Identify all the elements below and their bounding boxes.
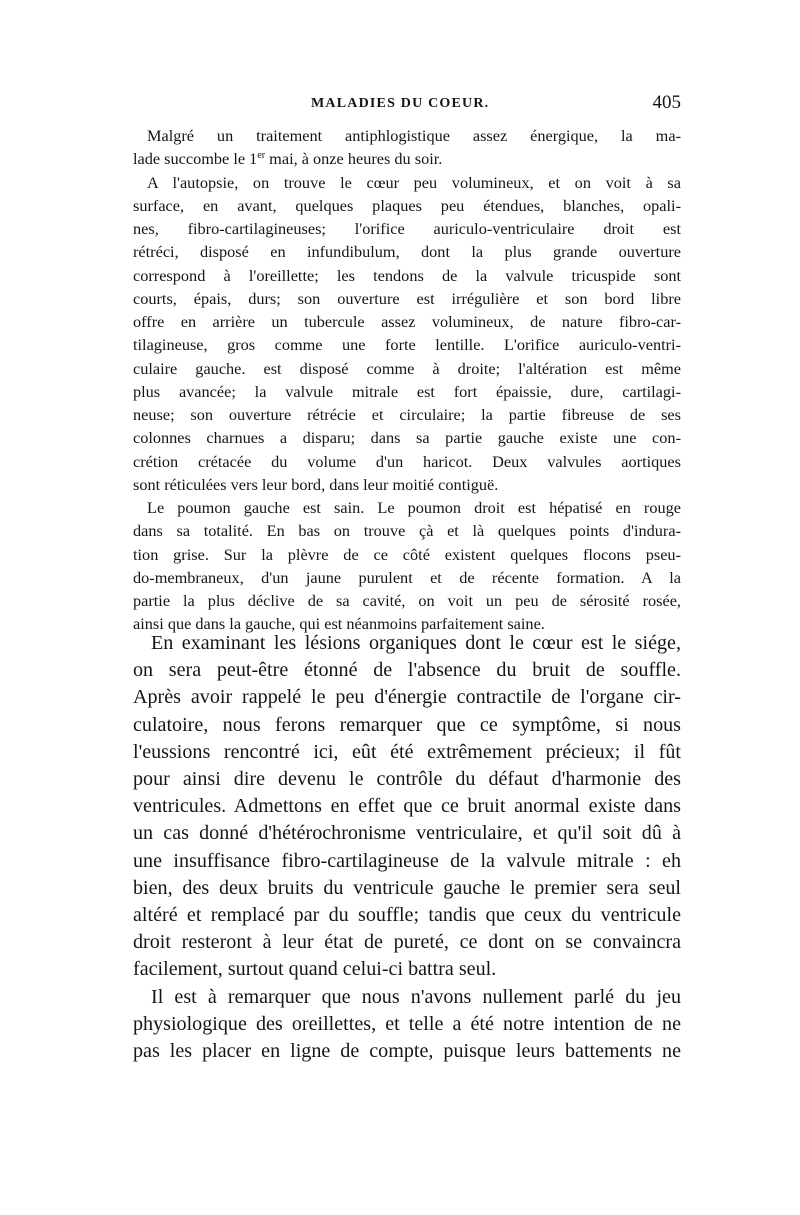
text-line: lade succombe le 1er mai, à onze heures du soir. [133,149,443,169]
text-line: droit resteront à leur état de pureté, ce dont on se convaincra [133,931,681,954]
running-title: MALADIES DU COEUR. [311,96,490,111]
text-line: facilement, surtout quand celui-ci battra seul. [133,958,497,981]
text-line: plus avancée; la valvule mitrale est fort épaissie, dure, cartilagi- [133,381,681,401]
text-line: do-membraneux, d'un jaune purulent et de récente formation. A la [133,567,681,587]
text-line: ainsi que dans la gauche, qui est néanmoins parfaitement saine. [133,614,545,634]
text-line: altéré et remplacé par du souffle; tandis que ceux du ventricule [133,904,681,927]
text-line: physiologique des oreillettes, et telle a été notre intention de ne [133,1012,681,1035]
text-line: rétréci, disposé en infundibulum, dont la plus grande ouverture [133,242,681,262]
text-line: A l'autopsie, on trouve le cœur peu volumineux, et on voit à sa [147,172,681,192]
text-line: nes, fibro-cartilagineuses; l'orifice auriculo-ventriculaire droit est [133,219,681,238]
text-line: pas les placer en ligne de compte, puisque leurs battements ne [133,1040,681,1063]
text-line: Malgré un traitement antiphlogistique assez énergique, la ma- [147,126,681,145]
text-line: dans sa totalité. En bas on trouve çà et là quelques points d'indura- [133,521,681,541]
text-line: bien, des deux bruits du ventricule gauche le premier sera seul [133,876,681,899]
text-line: Le poumon gauche est sain. Le poumon droit est hépatisé en rouge [147,498,681,517]
text-line: tilagineuse, gros comme une forte lentille. L'orifice auriculo-ventri- [133,335,681,355]
text-line: Il est à remarquer que nous n'avons nullement parlé du jeu [151,985,681,1008]
commentary-text [133,630,681,1065]
text-line: Après avoir rappelé le peu d'énergie contractile de l'organe cir- [133,686,681,709]
text-line: neuse; son ouverture rétrécie et circulaire; la partie fibreuse de ses [133,405,681,424]
text-line: un cas donné d'hétérochronisme ventriculaire, et qu'il soit dû à [133,822,681,845]
text-line: l'eussions rencontré ici, eût été extrêmement précieux; il fût [133,740,681,763]
superscript: er [257,150,266,162]
text-line: En examinant les lésions organiques dont le cœur est le siége, [151,632,681,654]
text-line: courts, épais, durs; son ouverture est irrégulière et son bord libre [133,288,681,308]
running-head [133,92,681,118]
text-line: colonnes charnues a disparu; dans sa partie gauche existe une con- [133,428,681,448]
text-line: ventricules. Admettons en effet que ce bruit anormal existe dans [133,795,681,818]
text-line: on sera peut-être étonné de l'absence du bruit de souffle. [133,659,681,682]
case-report-text [133,124,681,636]
text-line: culaire gauche. est disposé comme à droite; l'altération est même [133,358,681,378]
text-line: tion grise. Sur la plèvre de ce côté existent quelques flocons pseu- [133,544,681,564]
text-line: offre en arrière un tubercule assez volumineux, de nature fibro-car- [133,312,681,331]
text-line: surface, en avant, quelques plaques peu étendues, blanches, opali- [133,195,681,215]
text-line: pour ainsi dire devenu le contrôle du défaut d'harmonie des [133,768,681,791]
page-number: 405 [652,92,681,113]
text-line: une insuffisance fibro-cartilagineuse de la valvule mitrale : eh [133,849,681,872]
text-line: partie la plus déclive de sa cavité, on voit un peu de sérosité rosée, [133,591,681,610]
text-line: culatoire, nous ferons remarquer que ce symptôme, si nous [133,713,681,736]
text-line: correspond à l'oreillette; les tendons de la valvule tricuspide sont [133,265,681,285]
text-line: crétion crétacée du volume d'un haricot. Deux valvules aortiques [133,451,681,471]
text-line: sont réticulées vers leur bord, dans leur moitié contiguë. [133,474,499,494]
